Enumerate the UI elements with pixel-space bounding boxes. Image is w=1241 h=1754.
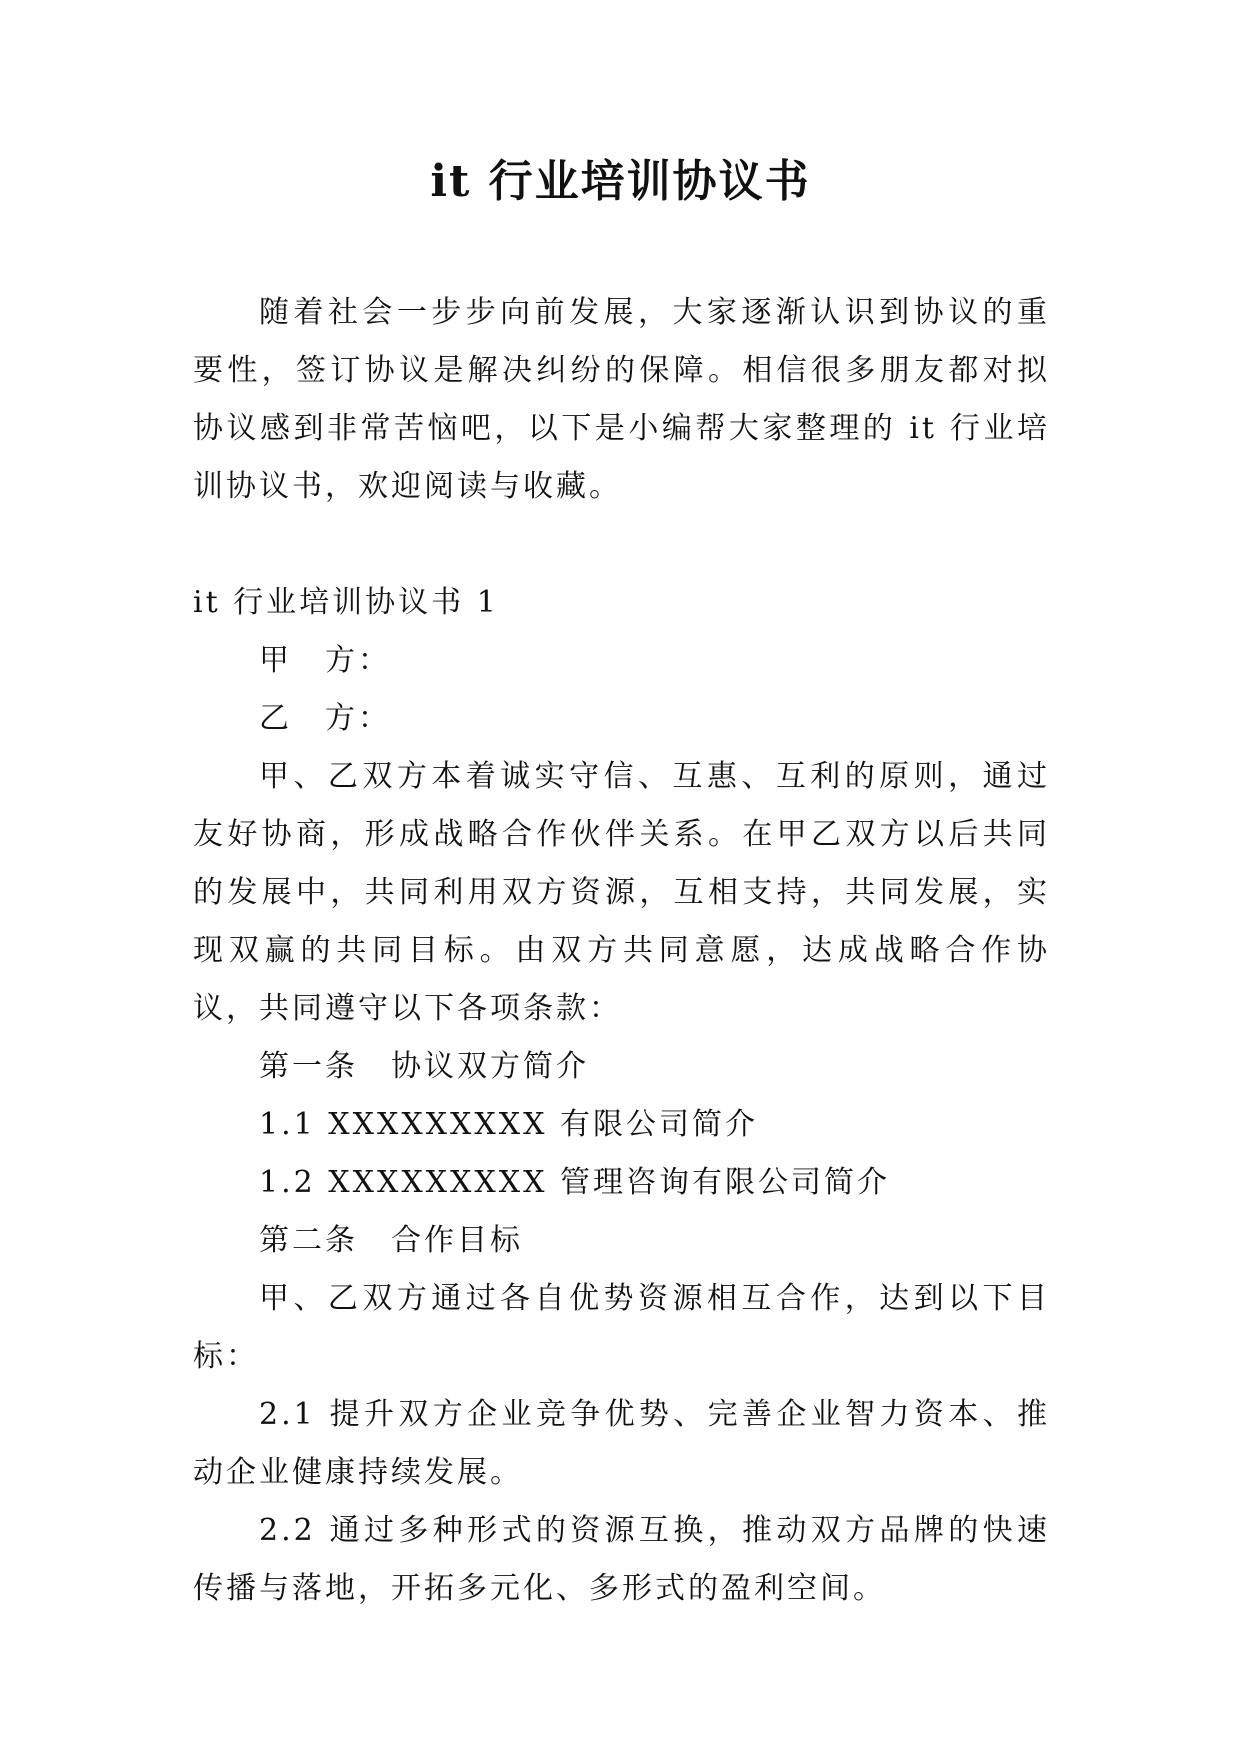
article-1-item-2: 1.2 XXXXXXXXX 管理咨询有限公司简介 <box>259 1165 890 1200</box>
preamble-paragraph: 甲、乙双方本着诚实守信、互惠、互利的原则，通过友好协商，形成战略合作伙伴关系。在甲乙双方以后共同的发展中，共同利用双方资源，互相支持，共同发展，实现双赢的共同目标。由双方共同意愿，达成战略合作协议，共同遵守以下各项条款： <box>193 759 1050 1026</box>
article-2-item-2: 2.2 通过多种形式的资源互换，推动双方品牌的快速传播与落地，开拓多元化、多形式的盈利空间。 <box>193 1513 1050 1606</box>
party-b-line: 乙 方： <box>259 701 391 736</box>
intro-paragraph: 随着社会一步步向前发展，大家逐渐认识到协议的重要性，签订协议是解决纠纷的保障。相信很多朋友都对拟协议感到非常苦恼吧，以下是小编帮大家整理的 it 行业培训协议书，欢迎阅读与收藏。 <box>193 295 1050 504</box>
article-2-item-1: 2.1 提升双方企业竞争优势、完善企业智力资本、推动企业健康持续发展。 <box>193 1397 1050 1490</box>
document-title: it 行业培训协议书 <box>430 156 811 207</box>
article-2-intro: 甲、乙双方通过各自优势资源相互合作，达到以下目标： <box>193 1281 1050 1374</box>
article-2-title: 第二条 合作目标 <box>259 1223 523 1258</box>
article-1-item-1: 1.1 XXXXXXXXX 有限公司简介 <box>259 1107 758 1142</box>
section-heading: it 行业培训协议书 1 <box>193 585 499 620</box>
document-body <box>193 284 1050 1618</box>
party-a-line: 甲 方： <box>259 643 391 678</box>
article-1-title: 第一条 协议双方简介 <box>259 1049 589 1084</box>
